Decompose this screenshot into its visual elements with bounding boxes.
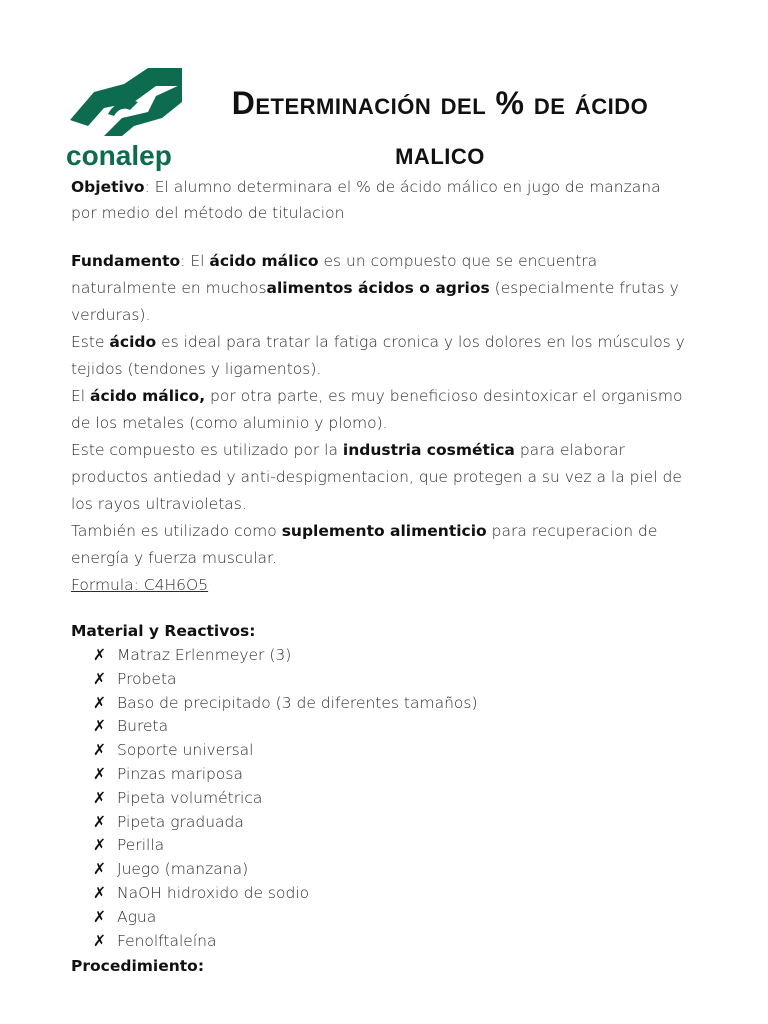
materials-heading: Material y Reactivos: (71, 622, 256, 640)
cross-bullet-icon: ✗ (93, 836, 106, 855)
procedure-heading: Procedimiento: (71, 957, 205, 976)
text-span: Este compuesto es utilizado por la (71, 441, 343, 459)
fundamento-paragraph-2 (71, 329, 691, 383)
bold-term: alimentos ácidos o agrios (266, 279, 490, 297)
list-item (93, 739, 691, 763)
cross-bullet-icon: ✗ (93, 741, 106, 760)
conalep-emblem-icon (64, 62, 188, 142)
list-item (93, 930, 691, 954)
conalep-wordmark: conalep (66, 140, 172, 171)
material-item-label: Fenolftaleína (117, 931, 217, 950)
list-item (93, 668, 691, 692)
cross-bullet-icon: ✗ (93, 669, 106, 688)
material-item-label: Baso de precipitado (3 de diferentes tamaños) (117, 693, 478, 712)
list-item (93, 763, 691, 787)
bold-term: suplemento alimenticio (281, 522, 487, 540)
cross-bullet-icon: ✗ (93, 883, 106, 902)
text-span: El (71, 387, 91, 405)
fundamento-paragraph-4 (71, 437, 691, 518)
text-span: También es utilizado como (71, 522, 282, 540)
conalep-logo (64, 62, 188, 174)
fundamento-paragraph-1 (71, 248, 691, 329)
text-span: para recuperacion de energía y fuerza muscular. (71, 522, 658, 567)
objective-text: : El alumno determinara el % de ácido málico en jugo de manzana por medio del método de titulacion (71, 178, 661, 222)
list-item (93, 787, 691, 811)
fundamento-paragraph-5 (71, 518, 691, 572)
materials-list (71, 644, 691, 953)
material-item-label: Perilla (117, 836, 165, 855)
cross-bullet-icon: ✗ (93, 717, 106, 736)
list-item (93, 906, 691, 930)
material-item-label: Juego (manzana) (117, 860, 249, 879)
cross-bullet-icon: ✗ (93, 764, 106, 783)
fundamento-label: Fundamento (71, 252, 181, 270)
material-item-label: Probeta (117, 669, 177, 688)
list-item (93, 692, 691, 716)
cross-bullet-icon: ✗ (93, 931, 106, 950)
material-item-label: Agua (117, 907, 157, 926)
text-span: es un compuesto que se encuentra naturalmente en muchos (71, 252, 598, 297)
list-item (93, 858, 691, 882)
page-title: Determinación del % de ácido malico (231, 85, 649, 171)
text-span: : El (180, 252, 210, 270)
list-item (93, 882, 691, 906)
bold-term: ácido málico (209, 252, 319, 270)
material-item-label: Matraz Erlenmeyer (3) (117, 646, 292, 664)
material-item-label: Soporte universal (117, 741, 254, 760)
bold-term: ácido málico, (90, 387, 206, 405)
cross-bullet-icon: ✗ (93, 693, 106, 712)
formula-text: Formula: C4H6O5 (71, 576, 209, 594)
text-span: (especialmente frutas y verduras). (71, 279, 679, 324)
text-span: Este (71, 333, 110, 351)
material-item-label: Bureta (117, 717, 169, 736)
material-item-label: Pinzas mariposa (117, 764, 243, 783)
list-item (93, 834, 691, 858)
bold-term: industria cosmética (342, 441, 515, 459)
material-item-label: Pipeta graduada (117, 812, 244, 831)
text-span: es ideal para tratar la fatiga cronica y los dolores en los músculos y tejidos (tendones y ligamentos). (71, 333, 685, 378)
material-item-label: Pipeta volumétrica (117, 788, 263, 807)
text-span: para elaborar productos antiedad y anti-despigmentacion, que protegen a su vez a la piel de los rayos ultravioletas. (71, 441, 682, 513)
document-body (71, 174, 691, 979)
fundamento-paragraph-3 (71, 383, 691, 437)
material-item-label: NaOH hidroxido de sodio (117, 883, 310, 902)
cross-bullet-icon: ✗ (93, 812, 106, 831)
objective-label: Objetivo (71, 178, 145, 196)
cross-bullet-icon: ✗ (93, 646, 106, 664)
objective-paragraph (71, 174, 691, 226)
text-span: por otra parte, es muy beneficioso desintoxicar el organismo de los metales (como aluminio y plomo). (71, 387, 683, 432)
cross-bullet-icon: ✗ (93, 907, 106, 926)
cross-bullet-icon: ✗ (93, 860, 106, 879)
list-item (93, 715, 691, 739)
cross-bullet-icon: ✗ (93, 788, 106, 807)
list-item (93, 644, 691, 668)
bold-term: ácido (109, 333, 157, 351)
list-item (93, 811, 691, 835)
